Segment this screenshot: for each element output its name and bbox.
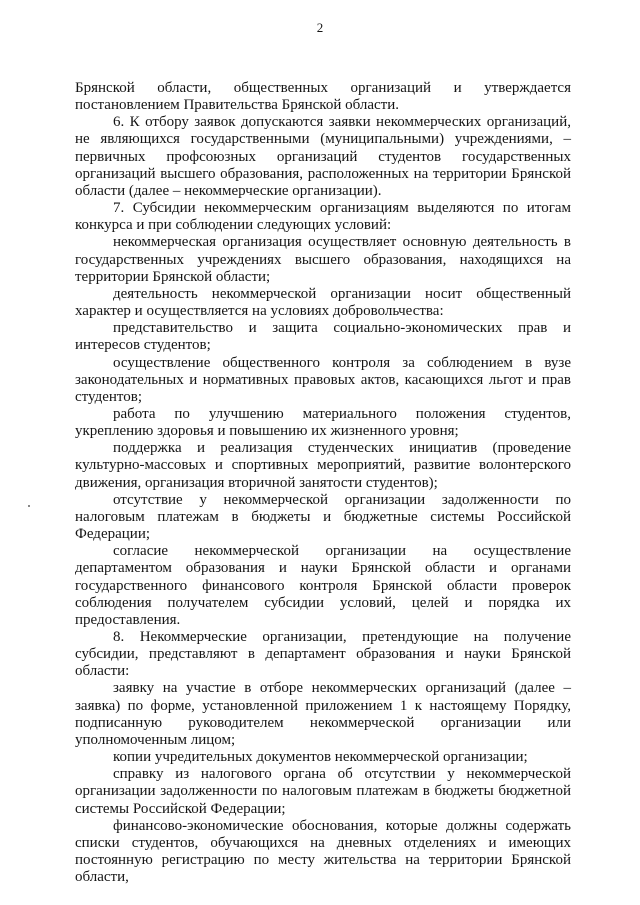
condition-voluntary-character: деятельность некоммерческой организации носит общественный характер и осуществляется на условиях добровольчества: (75, 285, 571, 320)
paragraph-item-6: 6. К отбору заявок допускаются заявки некоммерческих организаций, не являющихся государственными (муниципальными) учреждениями, – первичных профсоюзных организаций студентов государственных организаций высшего образования, расположенных на территории Брянской области (далее – некоммерческие организации). (75, 114, 571, 199)
activity-student-initiatives: поддержка и реализация студенческих инициатив (проведение культурно-массовых и спортивных мероприятий, развитие волонтерского движения, организация вторичной занятости студентов); (75, 440, 571, 491)
paragraph-item-7: 7. Субсидии некоммерческим организациям выделяются по итогам конкурса и при соблюдении следующих условий: (75, 200, 571, 234)
activity-rights-protection: представительство и защита социально-экономических прав и интересов студентов; (75, 320, 571, 354)
document-financial-justification: финансово-экономические обоснования, которые должны содержать списки студентов, обучающихся на дневных отделениях и имеющих постоянную регистрацию по месту жительства на территории Брянской области, (75, 817, 571, 886)
condition-consent-to-audit: согласие некоммерческой организации на осуществление департаментом образования и науки Брянской области и органами государственного финансового контроля Брянской области проверок соблюдения получателем субсидии условий, целей и порядка их предоставления. (75, 543, 571, 628)
paragraph-continuation: Брянской области, общественных организаций и утверждается постановлением Правительства Брянской области. (75, 80, 571, 114)
scan-mark (28, 505, 30, 507)
document-body (75, 80, 571, 886)
document-founding-copies: копии учредительных документов некоммерческой организации; (113, 749, 528, 766)
activity-material-support: работа по улучшению материального положения студентов, укреплению здоровья и повышению их жизненного уровня; (75, 405, 571, 440)
document-tax-certificate: справку из налогового органа об отсутствии у некоммерческой организации задолженности по налоговым платежам в бюджеты бюджетной системы Российской Федерации; (75, 766, 571, 817)
activity-public-control: осуществление общественного контроля за соблюдением в вузе законодательных и нормативных правовых актов, касающихся льгот и прав студентов; (75, 354, 571, 405)
paragraph-item-8: 8. Некоммерческие организации, претендующие на получение субсидии, представляют в департамент образования и науки Брянской области: (75, 629, 571, 680)
page-number: 2 (316, 20, 324, 35)
condition-main-activity: некоммерческая организация осуществляет основную деятельность в государственных учреждениях высшего образования, находящихся на территории Брянской области; (75, 234, 571, 285)
document-application: заявку на участие в отборе некоммерческих организаций (далее – заявка) по форме, установленной приложением 1 к настоящему Порядку, подписанную руководителем некоммерческой организации или уполномоченным лицом; (75, 680, 571, 748)
condition-no-tax-debt: отсутствие у некоммерческой организации задолженности по налоговым платежам в бюджеты и бюджетные системы Российской Федерации; (75, 491, 571, 543)
